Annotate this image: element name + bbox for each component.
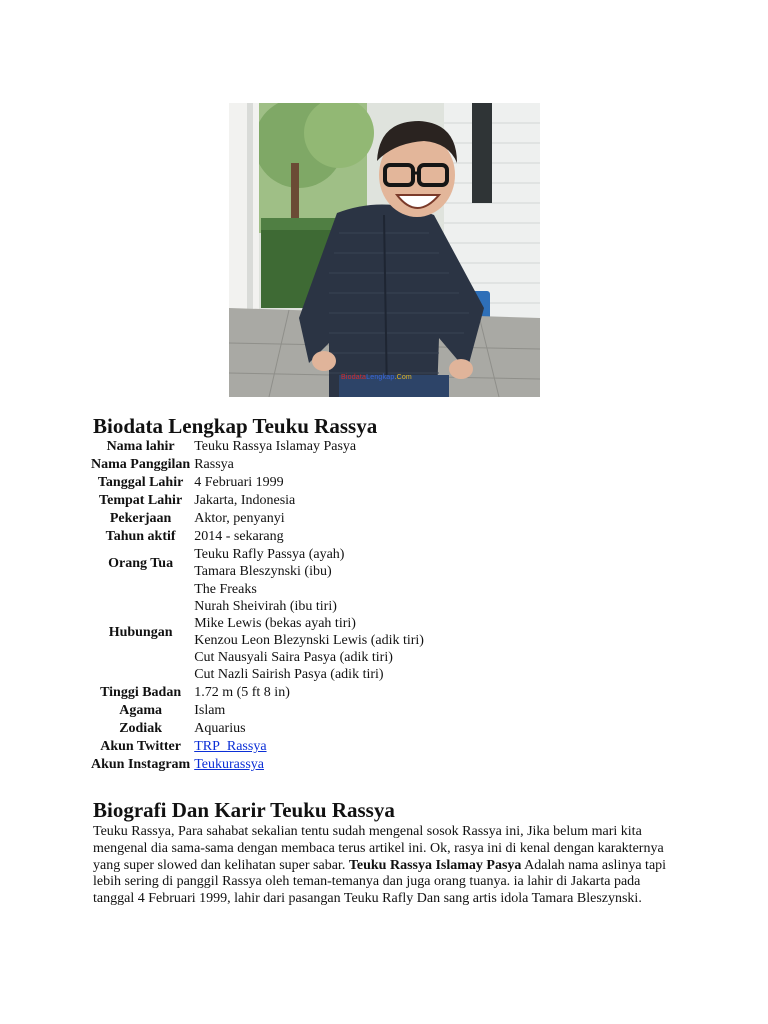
profile-photo	[229, 103, 540, 397]
row-value	[194, 546, 426, 581]
table-row	[91, 720, 426, 738]
row-value	[194, 581, 426, 684]
table-row	[91, 492, 426, 510]
table-row	[91, 456, 426, 474]
biografi-fullname-bold: Teuku Rassya Islamay Pasya	[348, 857, 522, 873]
table-row	[91, 684, 426, 702]
table-row	[91, 528, 426, 546]
value-line: Cut Nazli Sairish Pasya (adik tiri)	[194, 667, 384, 682]
value-line: Teuku Rafly Passya (ayah)	[194, 547, 345, 562]
row-label: Zodiak	[119, 721, 162, 736]
table-row	[91, 474, 426, 492]
row-label: Tanggal Lahir	[97, 475, 184, 490]
value-line: Nurah Sheivirah (ibu tiri)	[194, 599, 337, 614]
table-row	[91, 581, 426, 684]
biografi-paragraph	[93, 824, 678, 908]
biodata-table	[91, 438, 426, 774]
table-row	[91, 510, 426, 528]
row-value: Teuku Rassya Islamay Pasya	[194, 439, 357, 454]
row-label: Nama lahir	[106, 439, 175, 454]
table-row	[91, 546, 426, 581]
row-value: 4 Februari 1999	[194, 475, 284, 490]
twitter-link[interactable]: TRP_Rassya	[194, 739, 267, 754]
row-label: Pekerjaan	[109, 511, 172, 526]
row-value: 2014 - sekarang	[194, 529, 284, 544]
row-value: Aquarius	[194, 721, 246, 736]
row-label: Tempat Lahir	[99, 493, 183, 508]
biodata-heading: Biodata Lengkap Teuku Rassya	[93, 414, 378, 438]
value-line: Tamara Bleszynski (ibu)	[194, 564, 332, 579]
value-line: The Freaks	[194, 582, 257, 597]
row-value: 1.72 m (5 ft 8 in)	[194, 685, 290, 700]
biografi-heading: Biografi Dan Karir Teuku Rassya	[93, 798, 395, 822]
photo-illustration	[229, 103, 540, 397]
instagram-link[interactable]: Teukurassya	[194, 757, 264, 772]
row-label: Hubungan	[108, 624, 173, 640]
row-label: Agama	[119, 703, 162, 718]
biografi-text-after: Adalah nama aslinya tapi lebih sering di panggil Rassya oleh teman-temanya dan juga orang tuanya. ia lahir di Jakarta pada tanggal 4 Februari 1999, lahir dari pasangan Teuku Rafly Dan sang artis idola Tamara Bleszynski.	[93, 857, 667, 907]
table-row	[91, 756, 426, 774]
row-value: Islam	[194, 703, 226, 718]
row-value	[194, 738, 426, 756]
row-label: Tahun aktif	[105, 529, 176, 544]
table-row	[91, 702, 426, 720]
value-line: Cut Nausyali Saira Pasya (adik tiri)	[194, 650, 393, 665]
watermark-logo: BiodataLengkap.Com	[341, 374, 412, 381]
table-row	[91, 438, 426, 456]
biografi-text-before: Teuku Rassya, Para sahabat sekalian tentu sudah mengenal sosok Rassya ini, Jika belum mari kita mengenal dia sama-sama dengan membaca terus artikel ini. Ok, rasya ini di kenal dengan karakternya yang super slowed dan kelihatan super sabar.	[93, 824, 664, 873]
row-label: Akun Instagram	[91, 757, 191, 772]
row-label: Nama Panggilan	[91, 457, 191, 472]
row-label: Tinggi Badan	[100, 685, 182, 700]
value-line: Mike Lewis (bekas ayah tiri)	[194, 616, 356, 631]
row-value: Aktor, penyanyi	[194, 511, 285, 526]
row-value: Jakarta, Indonesia	[194, 493, 296, 508]
row-value: Rassya	[194, 457, 234, 472]
value-line: Kenzou Leon Blezynski Lewis (adik tiri)	[194, 633, 424, 648]
table-row	[91, 738, 426, 756]
row-label: Orang Tua	[108, 555, 174, 571]
row-value	[194, 756, 426, 774]
row-label: Akun Twitter	[100, 739, 181, 754]
